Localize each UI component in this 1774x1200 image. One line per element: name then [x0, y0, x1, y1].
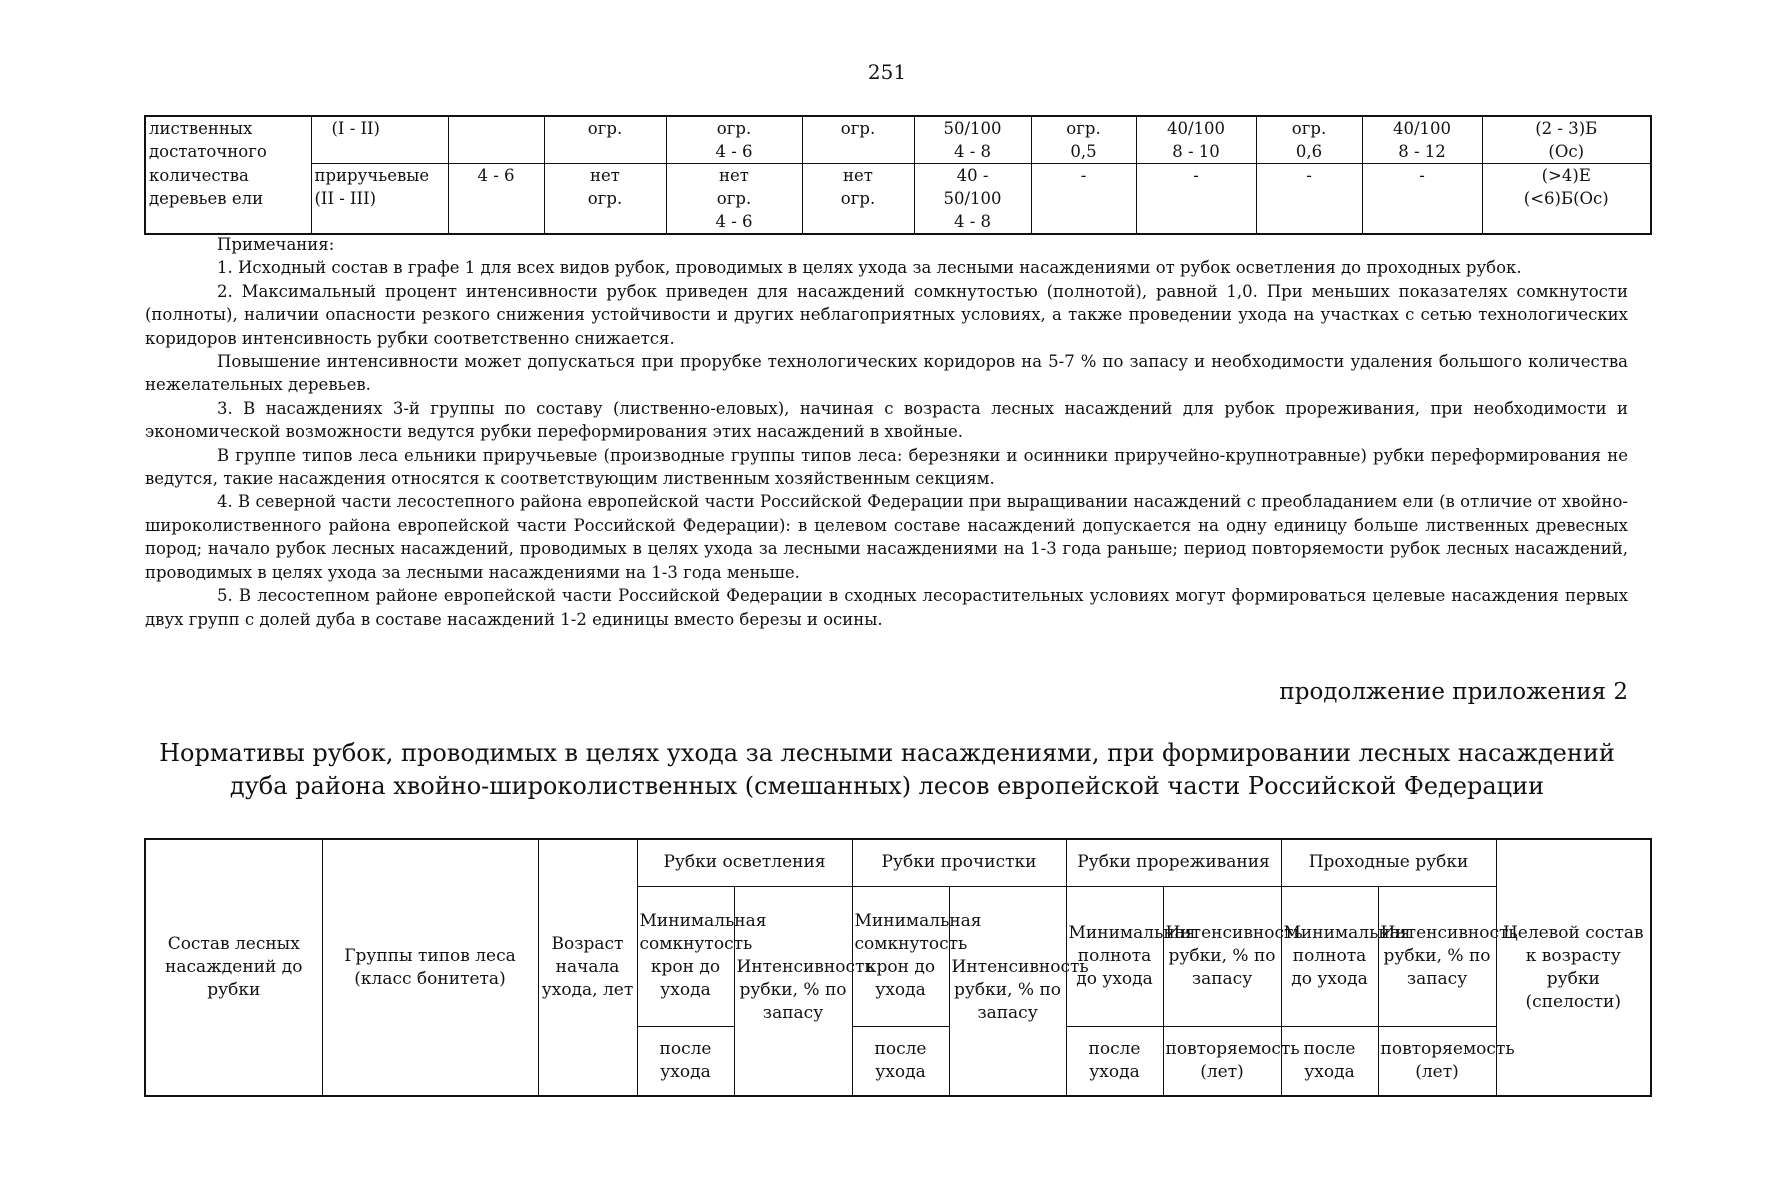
- table-cell: 4 - 6: [448, 164, 544, 235]
- header-after-care: после ухода: [1066, 1026, 1163, 1096]
- header-forest-groups: Группы типов леса (класс бонитета): [322, 839, 538, 1096]
- header-intensity: Интенсивность рубки, % по запасу: [1378, 886, 1496, 1026]
- table-title: Нормативы рубок, проводимых в целях ухода за лесными насаждениями, при формировании лесных насаждений дуба района хвойно-широколиственных (смешанных) лесов европейской части Российской Федерации: [159, 739, 1615, 800]
- header-intensity: Интенсивность рубки, % по запасу: [734, 886, 852, 1096]
- note-paragraph: 4. В северной части лесостепного района европейской части Российской Федерации при выращивании насаждений с преобладанием ели (в отличие от хвойно-широколиственного района европейской части Российской Федерации): в целевом составе насаждений допускается на одну единицу больше лиственных древесных пород; начало рубок лесных насаждений, проводимых в целях ухода за лесными насаждениями на 1-3 года раньше; период повторяемости рубок лесных насаждений, проводимых в целях ухода за лесными насаждениями на 1-3 года меньше.: [145, 492, 1628, 582]
- header-lightening-cuts: Рубки осветления: [637, 839, 852, 886]
- header-passage-cuts: Проходные рубки: [1281, 839, 1496, 886]
- header-after-care: после ухода: [637, 1026, 734, 1096]
- table-cell: огр. 0,6: [1256, 116, 1362, 164]
- notes-heading: Примечания:: [217, 235, 335, 254]
- header-intensity: Интенсивность рубки, % по запасу: [1163, 886, 1281, 1026]
- table-cell-label: количества деревьев ели: [145, 164, 311, 235]
- table-cell: огр. 0,5: [1031, 116, 1136, 164]
- continued-table: [144, 115, 1652, 235]
- standards-table-header: [144, 838, 1652, 1097]
- header-min-density: Минимальная полнота до ухода: [1066, 886, 1163, 1026]
- table-cell: огр. 4 - 6: [666, 116, 802, 164]
- header-composition: Состав лесных насаждений до рубки: [145, 839, 322, 1096]
- table-cell: нет огр.: [544, 164, 666, 235]
- table-cell: (>4)Е (<6)Б(Ос): [1482, 164, 1651, 235]
- table-cell-group: (I - II): [311, 116, 448, 164]
- note-paragraph: В группе типов леса ельники приручьевые (производные группы типов леса: березняки и осинники приручейно-крупнотравные) рубки переформирования не ведутся, такие насаждения относятся к соответствующим лиственным хозяйственным секциям.: [145, 445, 1628, 489]
- header-after-care: после ухода: [852, 1026, 949, 1096]
- table-cell: 40 - 50/100 4 - 8: [914, 164, 1031, 235]
- page-number: 251: [867, 60, 907, 84]
- table-cell: -: [1256, 164, 1362, 235]
- header-repeat-years: повторяемость (лет): [1378, 1026, 1496, 1096]
- note-paragraph: 2. Максимальный процент интенсивности рубок приведен для насаждений сомкнутостью (полнотой), равной 1,0. При меньших показателях сомкнутости (полноты), наличии опасности резкого снижения устойчивости и других неблагоприятных условиях, а также проведении ухода на участках с сетью технологических коридоров интенсивность рубки соответственно снижается.: [145, 281, 1628, 348]
- table-cell: нет огр. 4 - 6: [666, 164, 802, 235]
- header-min-crown-closure: Минимальная сомкнутость крон до ухода: [852, 886, 949, 1026]
- header-min-crown-closure: Минимальная сомкнутость крон до ухода: [637, 886, 734, 1026]
- header-target-composition: Целевой состав к возрасту рубки (спелости): [1496, 839, 1651, 1096]
- table-row: [145, 116, 1651, 164]
- note-paragraph: 3. В насаждениях 3-й группы по составу (лиственно-еловых), начиная с возраста лесных насаждений для рубок прореживания, при необходимости и экономической возможности ведутся рубки переформирования этих насаждений в хвойные.: [145, 398, 1628, 442]
- header-after-care: после ухода: [1281, 1026, 1378, 1096]
- table-cell: -: [1362, 164, 1482, 235]
- header-intensity: Интенсивность рубки, % по запасу: [949, 886, 1066, 1096]
- header-start-age: Возраст начала ухода, лет: [538, 839, 637, 1096]
- header-thinning-cuts: Рубки прореживания: [1066, 839, 1281, 886]
- table-cell: [448, 116, 544, 164]
- table-cell: (2 - 3)Б (Ос): [1482, 116, 1651, 164]
- appendix-continuation-label: продолжение приложения 2: [1279, 679, 1628, 705]
- table-cell: -: [1136, 164, 1256, 235]
- table-cell-group: приручьевые (II - III): [311, 164, 448, 235]
- header-cleaning-cuts: Рубки прочистки: [852, 839, 1066, 886]
- table-cell: 40/100 8 - 12: [1362, 116, 1482, 164]
- note-paragraph: 1. Исходный состав в графе 1 для всех видов рубок, проводимых в целях ухода за лесными насаждениями от рубок осветления до проходных рубок.: [217, 258, 1522, 278]
- table-cell: огр.: [544, 116, 666, 164]
- header-repeat-years: повторяемость (лет): [1163, 1026, 1281, 1096]
- table-cell: нет огр.: [802, 164, 914, 235]
- note-paragraph: 5. В лесостепном районе европейской части Российской Федерации в сходных лесорастительных условиях могут формироваться целевые насаждения первых двух групп с долей дуба в составе насаждений 1-2 единицы вместо березы и осины.: [145, 586, 1628, 629]
- table-row: [145, 164, 1651, 235]
- table-cell: 40/100 8 - 10: [1136, 116, 1256, 164]
- header-min-density: Минимальная полнота до ухода: [1281, 886, 1378, 1026]
- table-row: [145, 839, 1651, 886]
- note-paragraph: Повышение интенсивности может допускаться при прорубке технологических коридоров на 5-7 % по запасу и необходимости удаления большого количества нежелательных деревьев.: [145, 352, 1628, 395]
- table-cell-label: лиственных достаточного: [145, 116, 311, 164]
- table-cell: -: [1031, 164, 1136, 235]
- table-cell: огр.: [802, 116, 914, 164]
- notes: [145, 233, 1628, 631]
- table-cell: 50/100 4 - 8: [914, 116, 1031, 164]
